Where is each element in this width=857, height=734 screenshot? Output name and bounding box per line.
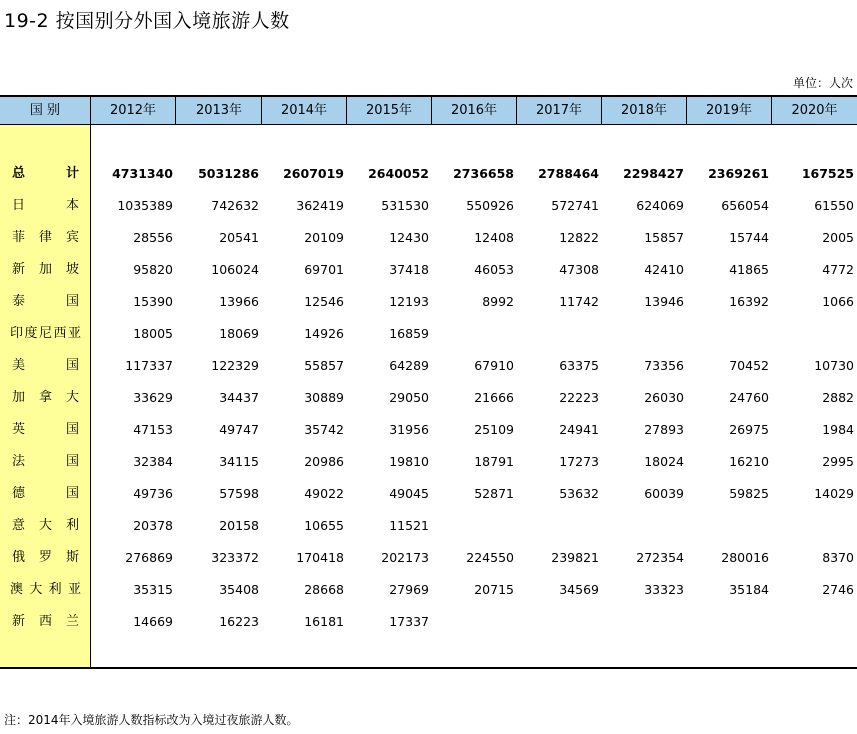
- table-cell: 14669: [133, 614, 173, 629]
- table-cell: 35742: [304, 422, 344, 437]
- table-cell: 63375: [559, 358, 599, 373]
- table-cell: 16859: [389, 326, 429, 341]
- row-label: 日 本: [12, 198, 79, 213]
- table-cell: 64289: [389, 358, 429, 373]
- table-cell: 15744: [729, 230, 769, 245]
- table-cell: 4731340: [112, 166, 173, 181]
- row-label: 新 加 坡: [12, 262, 79, 277]
- table-cell: 624069: [636, 198, 684, 213]
- header-year: 2016年: [432, 97, 517, 125]
- table-cell: 46053: [474, 262, 514, 277]
- table-cell: 52871: [474, 486, 514, 501]
- header-year: 2014年: [262, 97, 347, 125]
- table-cell: 12408: [474, 230, 514, 245]
- header-year: 2018年: [602, 97, 687, 125]
- table-cell: 18024: [644, 454, 684, 469]
- header-year: 2017年: [517, 97, 602, 125]
- table-cell: 17337: [389, 614, 429, 629]
- table-cell: 20378: [133, 518, 173, 533]
- table-cell: 20715: [474, 582, 514, 597]
- table-cell: 1984: [822, 422, 854, 437]
- table-cell: 5031286: [198, 166, 259, 181]
- row-label: 菲 律 宾: [12, 230, 79, 245]
- table-cell: 34115: [219, 454, 259, 469]
- table-cell: 276869: [125, 550, 173, 565]
- table-cell: 42410: [644, 262, 684, 277]
- table-row: [0, 574, 857, 606]
- header-year: 2019年: [687, 97, 772, 125]
- row-label: 加 拿 大: [12, 390, 79, 405]
- table-cell: 29050: [389, 390, 429, 405]
- table-cell: 24941: [559, 422, 599, 437]
- table-header: [0, 95, 857, 125]
- table-cell: 61550: [814, 198, 854, 213]
- table-cell: 49747: [219, 422, 259, 437]
- table-row: [0, 446, 857, 478]
- table-row: [0, 510, 857, 542]
- table-row: [0, 190, 857, 222]
- row-label: 印 度 尼 西 亚: [10, 326, 81, 341]
- table-cell: 12822: [559, 230, 599, 245]
- table-bottom-rule: [0, 667, 857, 669]
- table-cell: 323372: [211, 550, 259, 565]
- table-cell: 531530: [381, 198, 429, 213]
- table-cell: 2607019: [283, 166, 344, 181]
- table-cell: 16392: [729, 294, 769, 309]
- table-cell: [602, 318, 687, 350]
- table-cell: 41865: [729, 262, 769, 277]
- table-cell: 32384: [133, 454, 173, 469]
- table-cell: 33629: [133, 390, 173, 405]
- table-cell: 8992: [482, 294, 514, 309]
- table-cell: 73356: [644, 358, 684, 373]
- table-cell: [687, 318, 772, 350]
- table-cell: 1035389: [117, 198, 173, 213]
- table-cell: 2369261: [708, 166, 769, 181]
- table-row: [0, 158, 857, 190]
- table-row: [0, 414, 857, 446]
- table-cell: 31956: [389, 422, 429, 437]
- table-cell: 21666: [474, 390, 514, 405]
- table-cell: 70452: [729, 358, 769, 373]
- table-row: [0, 350, 857, 382]
- row-label: 意 大 利: [12, 518, 79, 533]
- table-cell: 2746: [822, 582, 854, 597]
- table-cell: 28556: [133, 230, 173, 245]
- page-title: 19-2 按国别分外国入境旅游人数: [4, 10, 290, 32]
- table-cell: 47153: [133, 422, 173, 437]
- table-cell: 16181: [304, 614, 344, 629]
- table-cell: 362419: [296, 198, 344, 213]
- table-cell: [432, 606, 517, 638]
- table-cell: [517, 318, 602, 350]
- data-table: [0, 95, 857, 670]
- table-cell: 34569: [559, 582, 599, 597]
- table-cell: 16210: [729, 454, 769, 469]
- table-cell: 59825: [729, 486, 769, 501]
- table-cell: [687, 606, 772, 638]
- table-cell: 2736658: [453, 166, 514, 181]
- table-cell: [772, 510, 857, 542]
- table-row: [0, 606, 857, 638]
- table-row: [0, 254, 857, 286]
- table-cell: [602, 510, 687, 542]
- table-cell: 224550: [466, 550, 514, 565]
- row-label: 新 西 兰: [12, 614, 79, 629]
- table-cell: 122329: [211, 358, 259, 373]
- table-cell: 18005: [133, 326, 173, 341]
- table-cell: 16223: [219, 614, 259, 629]
- row-label: 美 国: [12, 358, 79, 373]
- table-cell: 280016: [721, 550, 769, 565]
- table-cell: [517, 606, 602, 638]
- table-row: [0, 222, 857, 254]
- table-cell: 69701: [304, 262, 344, 277]
- table-cell: 35315: [133, 582, 173, 597]
- table-cell: [772, 318, 857, 350]
- table-cell: 15857: [644, 230, 684, 245]
- table-cell: 12193: [389, 294, 429, 309]
- table-cell: 20541: [219, 230, 259, 245]
- table-row: [0, 478, 857, 510]
- table-cell: 22223: [559, 390, 599, 405]
- row-label: 总 计: [12, 166, 79, 181]
- table-cell: 2882: [822, 390, 854, 405]
- table-cell: 10655: [304, 518, 344, 533]
- table-cell: 35184: [729, 582, 769, 597]
- table-cell: 10730: [814, 358, 854, 373]
- table-cell: 49022: [304, 486, 344, 501]
- table-cell: 20986: [304, 454, 344, 469]
- table-cell: 47308: [559, 262, 599, 277]
- row-label: 英 国: [12, 422, 79, 437]
- row-label: 泰 国: [12, 294, 79, 309]
- table-cell: 60039: [644, 486, 684, 501]
- table-row: [0, 286, 857, 318]
- table-cell: [432, 510, 517, 542]
- table-cell: 30889: [304, 390, 344, 405]
- table-cell: 167525: [801, 166, 854, 181]
- table-cell: [432, 318, 517, 350]
- table-cell: 14029: [814, 486, 854, 501]
- table-cell: 27969: [389, 582, 429, 597]
- table-cell: 35408: [219, 582, 259, 597]
- table-row: [0, 542, 857, 574]
- table-cell: 572741: [551, 198, 599, 213]
- footnote: 注：2014年入境旅游人数指标改为入境过夜旅游人数。: [4, 713, 299, 727]
- table-cell: 2788464: [538, 166, 599, 181]
- table-cell: 170418: [296, 550, 344, 565]
- table-cell: 26030: [644, 390, 684, 405]
- row-label: 法 国: [12, 454, 79, 469]
- table-cell: 37418: [389, 262, 429, 277]
- table-cell: 12430: [389, 230, 429, 245]
- header-year: 2013年: [177, 97, 262, 125]
- table-cell: 272354: [636, 550, 684, 565]
- table-cell: 28668: [304, 582, 344, 597]
- table-cell: 742632: [211, 198, 259, 213]
- table-cell: 27893: [644, 422, 684, 437]
- row-label: 德 国: [12, 486, 79, 501]
- table-cell: 117337: [125, 358, 173, 373]
- table-cell: 106024: [211, 262, 259, 277]
- table-cell: 13946: [644, 294, 684, 309]
- header-year: 2020年: [791, 103, 838, 118]
- table-cell: 18791: [474, 454, 514, 469]
- table-row: [0, 318, 857, 350]
- table-cell: 49045: [389, 486, 429, 501]
- row-label: 俄 罗 斯: [12, 550, 79, 565]
- table-cell: 14926: [304, 326, 344, 341]
- table-cell: 19810: [389, 454, 429, 469]
- table-cell: 17273: [559, 454, 599, 469]
- header-year: 2012年: [91, 97, 176, 125]
- table-cell: [517, 510, 602, 542]
- table-cell: [772, 606, 857, 638]
- table-cell: 13966: [219, 294, 259, 309]
- table-cell: [687, 510, 772, 542]
- table-cell: 24760: [729, 390, 769, 405]
- table-cell: 2640052: [368, 166, 429, 181]
- table-cell: 656054: [721, 198, 769, 213]
- table-cell: 20158: [219, 518, 259, 533]
- table-cell: 26975: [729, 422, 769, 437]
- table-cell: 1066: [822, 294, 854, 309]
- table-cell: 49736: [133, 486, 173, 501]
- table-cell: 11521: [389, 518, 429, 533]
- table-cell: 2995: [822, 454, 854, 469]
- table-cell: 55857: [304, 358, 344, 373]
- header-year: 2015年: [347, 97, 432, 125]
- table-cell: 53632: [559, 486, 599, 501]
- table-cell: 25109: [474, 422, 514, 437]
- table-cell: 8370: [822, 550, 854, 565]
- header-country: 国 别: [0, 97, 91, 125]
- table-cell: 2298427: [623, 166, 684, 181]
- table-cell: 67910: [474, 358, 514, 373]
- table-cell: 20109: [304, 230, 344, 245]
- table-cell: 550926: [466, 198, 514, 213]
- table-cell: 4772: [822, 262, 854, 277]
- table-cell: 18069: [219, 326, 259, 341]
- table-cell: 12546: [304, 294, 344, 309]
- table-cell: 239821: [551, 550, 599, 565]
- table-cell: 2005: [822, 230, 854, 245]
- table-cell: 202173: [381, 550, 429, 565]
- table-cell: [602, 606, 687, 638]
- table-cell: 57598: [219, 486, 259, 501]
- row-label: 澳 大 利 亚: [10, 582, 81, 597]
- table-row: [0, 382, 857, 414]
- table-cell: 95820: [133, 262, 173, 277]
- table-cell: 15390: [133, 294, 173, 309]
- table-cell: 11742: [559, 294, 599, 309]
- table-cell: 33323: [644, 582, 684, 597]
- table-cell: 34437: [219, 390, 259, 405]
- unit-label: 单位：人次: [792, 76, 853, 90]
